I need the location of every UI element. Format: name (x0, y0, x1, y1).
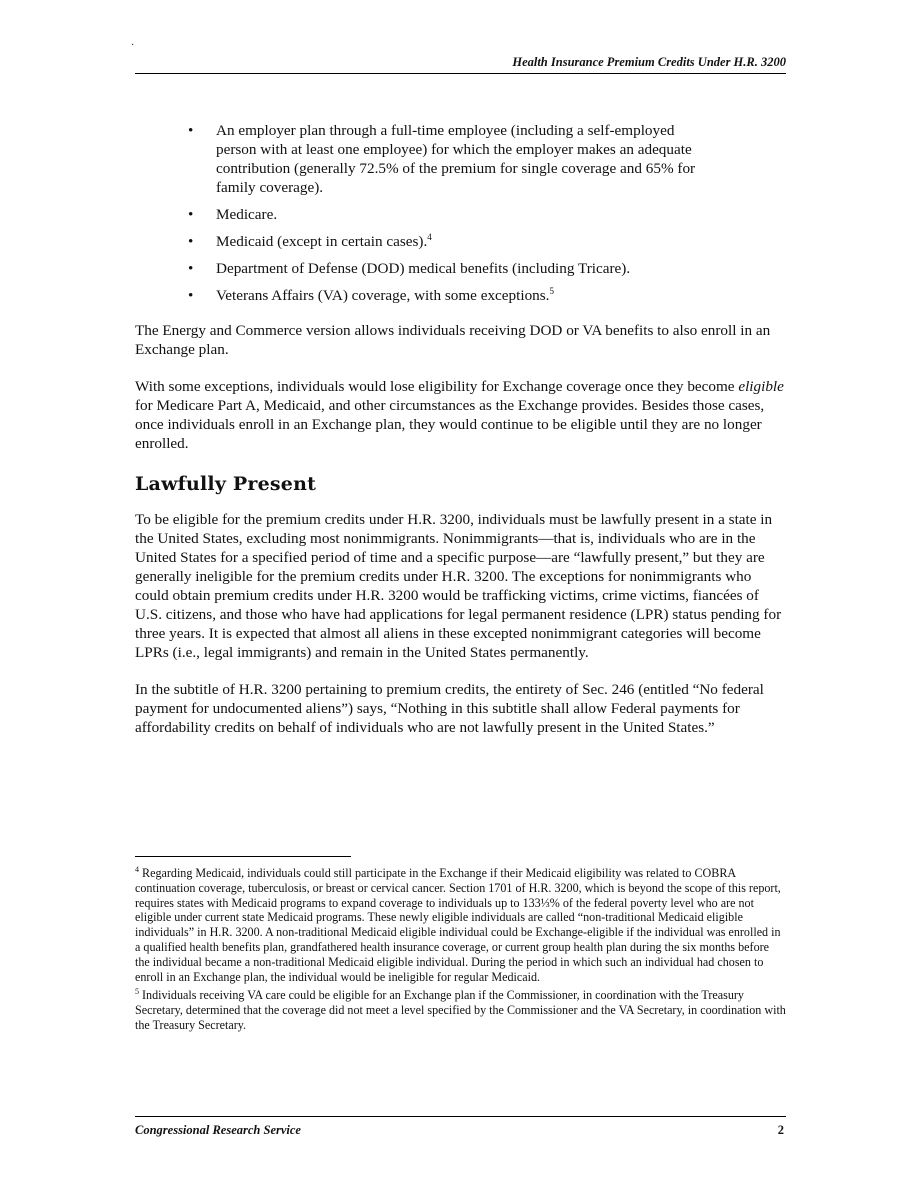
section-heading: Lawfully Present (135, 473, 317, 495)
page-number: 2 (777, 1123, 784, 1137)
paragraph-sec-246: In the subtitle of H.R. 3200 pertaining to premium credits, the entirety of Sec. 246 (entitled “No federal payment for undocumented aliens”) says, “Nothing in this subtitle shall allow Federal payments for affordability credits on behalf of individuals who are not lawfully present in the United States.” (135, 681, 764, 736)
paragraph-text: With some exceptions, individuals would lose eligibility for Exchange coverage once they become (135, 378, 739, 395)
footnotes (135, 866, 786, 1037)
list-item-text: Veterans Affairs (VA) coverage, with some exceptions. (216, 287, 550, 304)
footnote-5 (135, 988, 786, 1032)
footnote-ref-4[interactable]: 4 (427, 231, 432, 242)
footnote-text: Regarding Medicaid, individuals could still participate in the Exchange if their Medicaid eligibility was related to COBRA continuation coverage, tuberculosis, or breast or cervical cancer. Section 1701 of H.R. 3200, which is beyond the scope of this report, requires states with Medicaid programs to expand coverage to individuals up to 133⅓% of the federal poverty level who are not eligible under current state Medicaid programs. These newly eligible individuals are called “non-traditional Medicaid eligible individuals” in H.R. 3200. A non-traditional Medicaid eligible individual could be Exchange-eligible if the individual was enrolled in a qualified health benefits plan, grandfathered health insurance coverage, or current group health plan during the six months before the individual became a non-traditional Medicaid eligible individual. During the period in which such an individual had chosen to enroll in an Exchange plan, the individual would be ineligible for regular Medicaid. (135, 866, 781, 984)
footer-org: Congressional Research Service (135, 1123, 301, 1137)
bullet-glyph: • (188, 206, 194, 223)
paragraph-energy-commerce: The Energy and Commerce version allows individuals receiving DOD or VA benefits to also enroll in an Exchange plan. (135, 322, 771, 358)
list-item (135, 286, 716, 305)
eligibility-exclusions-list (135, 121, 786, 305)
list-item-text: An employer plan through a full-time employee (including a self-employed person with at least one employee) for which the employer makes an adequate contribution (generally 72.5% of the premium for single coverage and 65% for family coverage). (216, 122, 696, 196)
bullet-glyph: • (188, 233, 194, 250)
footnote-number: 4 (135, 864, 139, 874)
list-item (135, 232, 716, 251)
running-header (135, 53, 786, 74)
footnote-number: 5 (135, 987, 139, 997)
page-footer (135, 1116, 786, 1137)
list-item-text: Medicaid (except in certain cases). (216, 233, 428, 250)
footnote-ref-5[interactable]: 5 (549, 285, 554, 296)
bullet-glyph: • (188, 122, 194, 139)
body-content (135, 121, 786, 755)
footnote-4 (135, 866, 786, 984)
footnote-divider (135, 856, 351, 857)
list-item (135, 259, 716, 278)
bullet-glyph: • (188, 260, 194, 277)
list-item-text: Department of Defense (DOD) medical benefits (including Tricare). (216, 260, 631, 277)
list-item (135, 121, 716, 197)
emphasis-eligible: eligible (738, 378, 784, 395)
page-mark: · (131, 40, 135, 51)
footnote-text: Individuals receiving VA care could be eligible for an Exchange plan if the Commissioner, in coordination with the Treasury Secretary, determined that the coverage did not meet a level specified by the Commissioner and the VA Secretary, in coordination with the Treasury Secretary. (135, 988, 786, 1032)
bullet-glyph: • (188, 287, 194, 304)
list-item (135, 205, 716, 224)
paragraph-lawful-presence: To be eligible for the premium credits under H.R. 3200, individuals must be lawfully present in a state in the United States, excluding most nonimmigrants. Nonimmigrants—that is, individuals who are in the United States for a specified period of time and a specific purpose—are “lawfully present,” but they are generally ineligible for the premium credits under H.R. 3200. The exceptions for nonimmigrants who could obtain premium credits under H.R. 3200 would be trafficking victims, crime victims, fiancées of U.S. citizens, and those who have had applications for legal permanent residence (LPR) status pending for three years. It is expected that almost all aliens in these excepted nonimmigrant categories will become LPRs (i.e., legal immigrants) and remain in the United States permanently. (135, 511, 782, 661)
running-header-title: Health Insurance Premium Credits Under H.R. 3200 (512, 55, 786, 69)
list-item-text: Medicare. (216, 206, 278, 223)
paragraph-text: for Medicare Part A, Medicaid, and other circumstances as the Exchange provides. Besides those cases, once individuals enroll in an Exchange plan, they would continue to be eligible until they are no longer enrolled. (135, 397, 765, 452)
paragraph-eligibility-loss (135, 377, 786, 453)
